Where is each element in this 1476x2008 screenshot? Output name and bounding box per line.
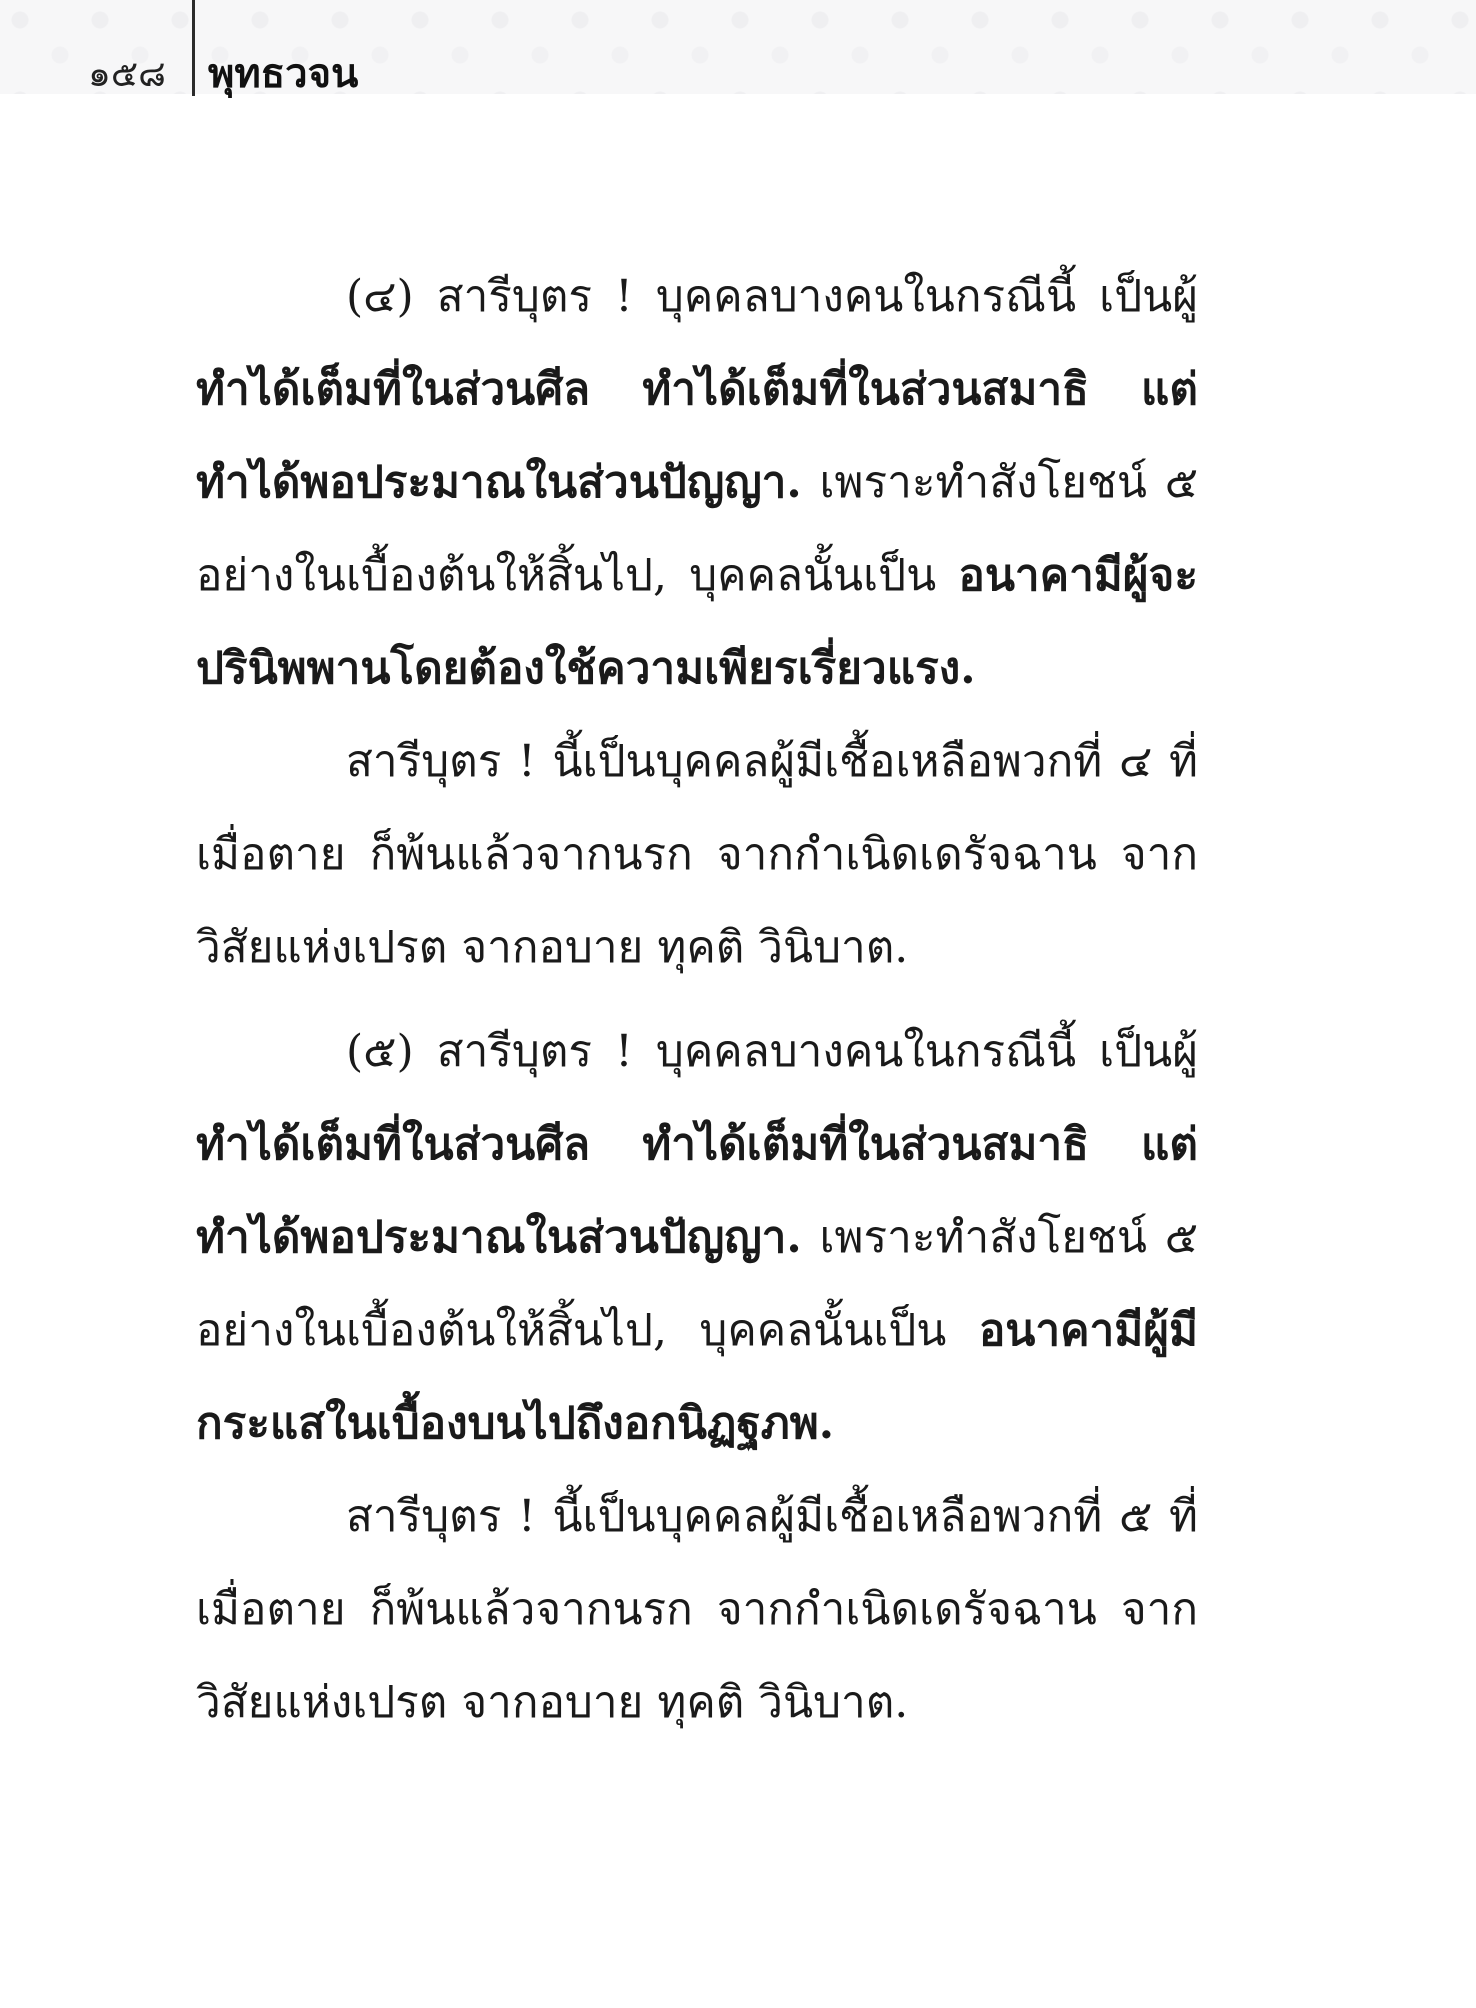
header-divider (192, 0, 195, 96)
section-4-cause: เพราะทำสังโยชน์ ๕ อย่างในเบื้องต้นให้สิ้นไป, บุคคลนั้นเป็น (196, 457, 1198, 601)
section-5-paragraph-1 (196, 1005, 1198, 1470)
section-4-paragraph-2: สารีบุตร ! นี้เป็นบุคคลผู้มีเชื้อเหลือพวกที่ ๔ ที่เมื่อตาย ก็พ้นแล้วจากนรก จากกำเนิดเดรัจฉาน จากวิสัยแห่งเปรต จากอบาย ทุคติ วินิบาต. (196, 736, 1198, 973)
section-4 (196, 250, 1198, 994)
section-5 (196, 1005, 1198, 1749)
section-5-cause: เพราะทำสังโยชน์ ๕ อย่างในเบื้องต้นให้สิ้นไป, บุคคลนั้นเป็น (196, 1212, 1198, 1356)
section-5-paragraph-2: สารีบุตร ! นี้เป็นบุคคลผู้มีเชื้อเหลือพวกที่ ๕ ที่เมื่อตาย ก็พ้นแล้วจากนรก จากกำเนิดเดรัจฉาน จากวิสัยแห่งเปรต จากอบาย ทุคติ วินิบาต. (196, 1491, 1198, 1728)
section-4-bold-practice: ทำได้เต็มที่ในส่วนศีล ทำได้เต็มที่ในส่วนสมาธิ แต่ทำได้พอประมาณในส่วนปัญญา. (196, 364, 1198, 508)
section-4-paragraph-1 (196, 250, 1198, 715)
running-title: พุทธวจน (208, 50, 359, 97)
section-5-bold-practice: ทำได้เต็มที่ในส่วนศีล ทำได้เต็มที่ในส่วนสมาธิ แต่ทำได้พอประมาณในส่วนปัญญา. (196, 1119, 1198, 1263)
section-5-bold-attainment: อนาคามีผู้มีกระแสในเบื้องบนไปถึงอกนิฏฐภพ. (196, 1305, 1198, 1449)
page-number: ๑๕๘ (88, 54, 166, 95)
section-4-intro: สารีบุตร ! บุคคลบางคนในกรณีนี้ เป็นผู้ (436, 271, 1198, 322)
section-5-intro: สารีบุตร ! บุคคลบางคนในกรณีนี้ เป็นผู้ (436, 1026, 1198, 1077)
section-4-bold-attainment: อนาคามีผู้จะปรินิพพานโดยต้องใช้ความเพียรเรี่ยวแรง. (196, 550, 1198, 694)
section-5-number: (๕) (346, 1026, 414, 1077)
section-4-number: (๔) (346, 271, 414, 322)
